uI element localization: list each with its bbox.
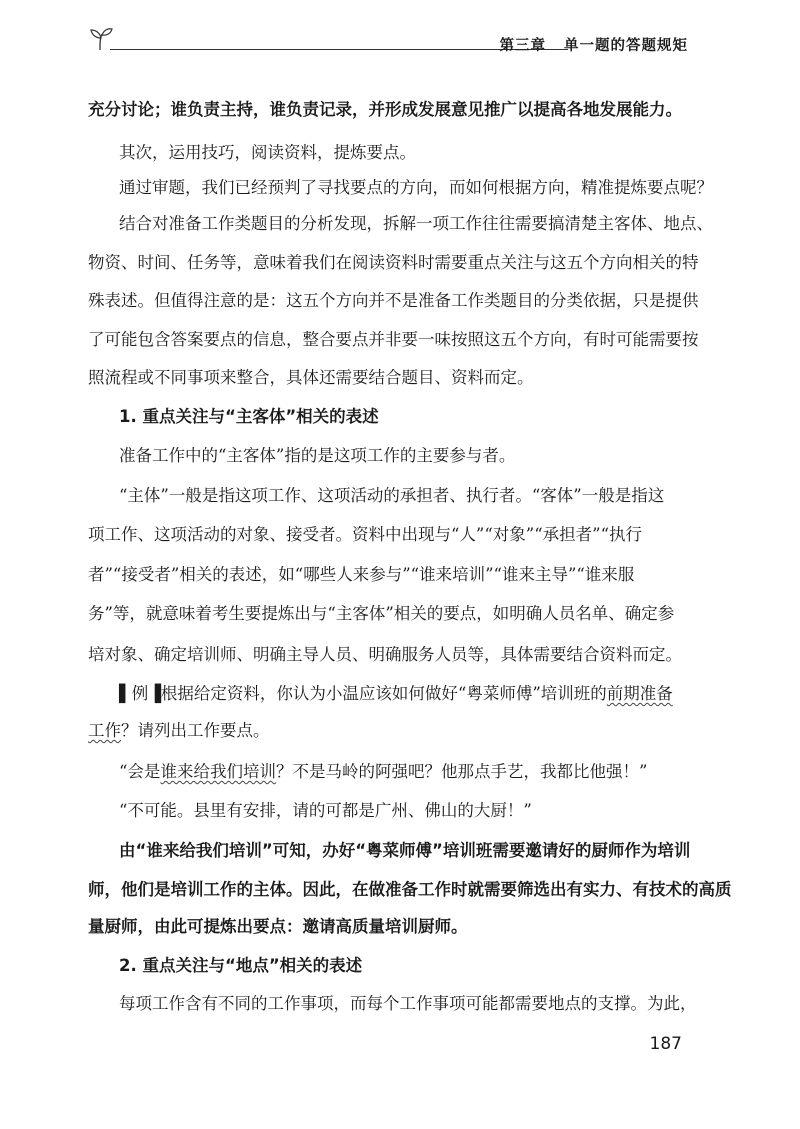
chapter-title — [500, 34, 689, 55]
wavy-underline-text: 工作 — [88, 721, 121, 740]
section-title: 单一题的答题规矩 — [564, 38, 688, 54]
running-header — [88, 26, 688, 60]
example-bracket-right: ▐ — [148, 684, 161, 703]
example-label: 例 — [131, 684, 149, 703]
wavy-underline-text: 前期准备 — [606, 684, 673, 703]
example-bracket-left: ▌ — [119, 684, 132, 703]
page-number: 187 — [649, 1034, 682, 1054]
chapter-number: 第三章 — [499, 38, 546, 54]
wavy-underline-text: 谁来给我们培训 — [160, 762, 276, 781]
